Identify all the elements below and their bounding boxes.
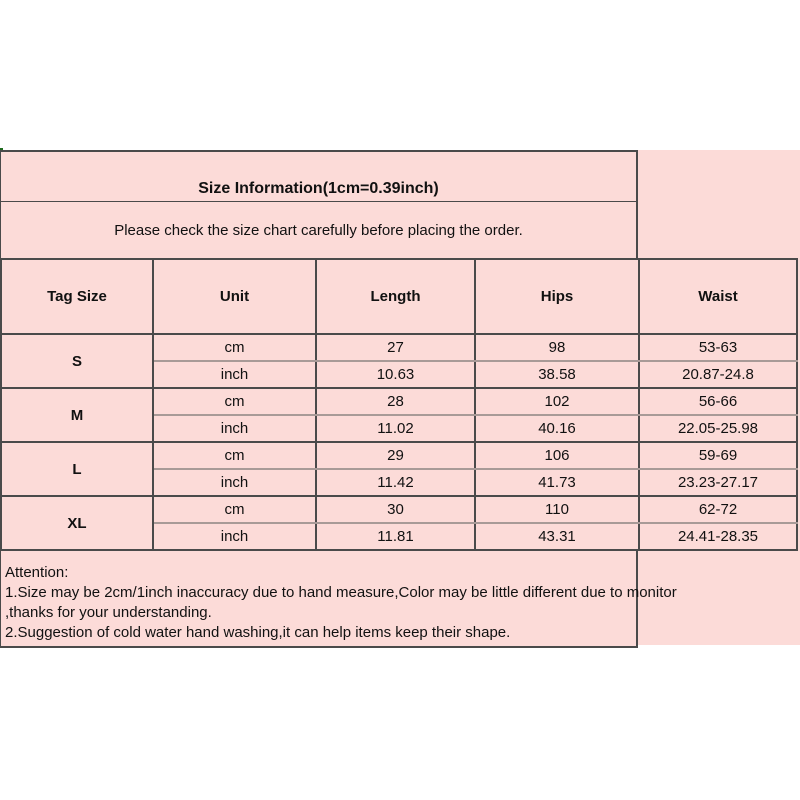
- unit-cell: inch: [153, 361, 316, 388]
- waist-cell: 22.05-25.98: [639, 415, 797, 442]
- table-row-l-cm: [1, 442, 797, 469]
- length-cell: 28: [316, 388, 475, 415]
- unit-cell: inch: [153, 523, 316, 550]
- waist-cell: 20.87-24.8: [639, 361, 797, 388]
- attention-line-1-cont: ,thanks for your understanding.: [5, 604, 212, 621]
- attention-note: [0, 551, 677, 648]
- attention-heading: Attention:: [5, 564, 69, 581]
- length-cell: 11.42: [316, 469, 475, 496]
- tag-size-cell-l: L: [1, 442, 153, 496]
- hips-cell: 106: [475, 442, 639, 469]
- table-row-s-cm: [1, 334, 797, 361]
- tag-size-cell-m: M: [1, 388, 153, 442]
- unit-cell: cm: [153, 388, 316, 415]
- tag-size-cell-s: S: [1, 334, 153, 388]
- tag-size-cell-xl: XL: [1, 496, 153, 550]
- length-cell: 29: [316, 442, 475, 469]
- attention-line-2: 2.Suggestion of cold water hand washing,it can help items keep their shape.: [5, 624, 511, 641]
- length-cell: 27: [316, 334, 475, 361]
- length-cell: 11.02: [316, 415, 475, 442]
- column-header-hips: Hips: [475, 259, 639, 334]
- hips-cell: 98: [475, 334, 639, 361]
- unit-cell: cm: [153, 496, 316, 523]
- length-cell: 10.63: [316, 361, 475, 388]
- table-row-xl-cm: [1, 496, 797, 523]
- column-header-length: Length: [316, 259, 475, 334]
- waist-cell: 62-72: [639, 496, 797, 523]
- table-row-m-cm: [1, 388, 797, 415]
- attention-line-1: 1.Size may be 2cm/1inch inaccuracy due to hand measure,Color may be little different due to monitor: [5, 584, 677, 601]
- size-table: [0, 258, 798, 551]
- hips-cell: 102: [475, 388, 639, 415]
- column-header-unit: Unit: [153, 259, 316, 334]
- hips-cell: 38.58: [475, 361, 639, 388]
- table-title: [0, 150, 638, 202]
- waist-cell: 56-66: [639, 388, 797, 415]
- waist-cell: 59-69: [639, 442, 797, 469]
- column-header-tag-size: Tag Size: [1, 259, 153, 334]
- unit-cell: inch: [153, 469, 316, 496]
- hips-cell: 41.73: [475, 469, 639, 496]
- table-subtitle-text: Please check the size chart carefully before placing the order.: [114, 221, 523, 239]
- hips-cell: 40.16: [475, 415, 639, 442]
- column-header-waist: Waist: [639, 259, 797, 334]
- length-cell: 30: [316, 496, 475, 523]
- table-subtitle: [0, 202, 638, 258]
- waist-cell: 23.23-27.17: [639, 469, 797, 496]
- table-title-text: Size Information(1cm=0.39inch): [198, 180, 439, 197]
- length-cell: 11.81: [316, 523, 475, 550]
- waist-cell: 53-63: [639, 334, 797, 361]
- hips-cell: 43.31: [475, 523, 639, 550]
- unit-cell: cm: [153, 442, 316, 469]
- unit-cell: cm: [153, 334, 316, 361]
- header-row: [1, 259, 797, 334]
- hips-cell: 110: [475, 496, 639, 523]
- waist-cell: 24.41-28.35: [639, 523, 797, 550]
- unit-cell: inch: [153, 415, 316, 442]
